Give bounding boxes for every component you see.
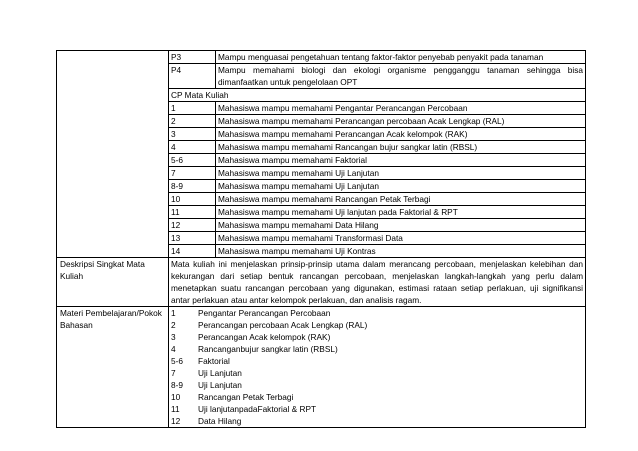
cp-text: Mahasiswa mampu memahami Perancangan Acak kelompok (RAK) bbox=[216, 128, 586, 141]
cp-code: 12 bbox=[169, 219, 216, 232]
cp-code: 13 bbox=[169, 232, 216, 245]
plo-text: Mampu menguasai pengetahuan tentang faktor-faktor penyebab penyakit pada tanaman bbox=[216, 51, 586, 64]
cp-text: Mahasiswa mampu memahami Perancangan percobaan Acak Lengkap (RAL) bbox=[216, 115, 586, 128]
materi-code: 7 bbox=[171, 368, 176, 378]
materi-item bbox=[171, 355, 583, 367]
cp-code: 4 bbox=[169, 141, 216, 154]
cp-code: 11 bbox=[169, 206, 216, 219]
materi-text: Uji lanjutanpadaFaktorial & RPT bbox=[198, 404, 317, 414]
materi-item bbox=[171, 331, 583, 343]
syllabus-document bbox=[56, 50, 586, 428]
materi-text: Perancangan percobaan Acak Lengkap (RAL) bbox=[198, 320, 368, 330]
cp-text: Mahasiswa mampu memahami Faktorial bbox=[216, 154, 586, 167]
materi-code: 3 bbox=[171, 332, 176, 342]
materi-code: 1 bbox=[171, 308, 176, 318]
cp-text: Mahasiswa mampu memahami Uji Lanjutan bbox=[216, 167, 586, 180]
plo-row bbox=[57, 51, 586, 64]
materi-list bbox=[169, 307, 586, 428]
cp-code: 2 bbox=[169, 115, 216, 128]
materi-label: Materi Pembelajaran/Pokok Bahasan bbox=[57, 307, 169, 428]
cp-text: Mahasiswa mampu memahami Uji Kontras bbox=[216, 245, 586, 258]
materi-text: Uji Lanjutan bbox=[198, 380, 242, 390]
syllabus-table bbox=[56, 50, 586, 428]
materi-text: Data Hilang bbox=[198, 416, 242, 426]
materi-item bbox=[171, 403, 583, 415]
materi-code: 5-6 bbox=[171, 356, 183, 366]
cp-code: 14 bbox=[169, 245, 216, 258]
cp-code: 1 bbox=[169, 102, 216, 115]
cp-text: Mahasiswa mampu memahami Transformasi Data bbox=[216, 232, 586, 245]
materi-item bbox=[171, 343, 583, 355]
deskripsi-label: Deskripsi Singkat Mata Kuliah bbox=[57, 258, 169, 307]
cp-code: 8-9 bbox=[169, 180, 216, 193]
plo-text: Mampu memahami biologi dan ekologi organisme pengganggu tanaman sehingga bisa dimanfaatkan untuk pengelolaan OPT bbox=[216, 64, 586, 89]
materi-code: 12 bbox=[171, 416, 181, 426]
materi-item bbox=[171, 307, 583, 319]
cp-code: 10 bbox=[169, 193, 216, 206]
materi-code: 4 bbox=[171, 344, 176, 354]
materi-text: Rancanganbujur sangkar latin (RBSL) bbox=[198, 344, 338, 354]
materi-text: Uji Lanjutan bbox=[198, 368, 242, 378]
materi-text: Pengantar Perancangan Percobaan bbox=[198, 308, 331, 318]
materi-item bbox=[171, 319, 583, 331]
cp-text: Mahasiswa mampu memahami Rancangan Petak Terbagi bbox=[216, 193, 586, 206]
cp-text: Mahasiswa mampu memahami Rancangan bujur sangkar latin (RBSL) bbox=[216, 141, 586, 154]
materi-row bbox=[57, 307, 586, 428]
deskripsi-text: Mata kuliah ini menjelaskan prinsip-prinsip utama dalam merancang percobaan, menjelaskan kelebihan dan kekurangan dari setiap bentuk rancangan percobaan, menjelaskan langkah-langkah yang perlu dalam menetapkan suatu rancangan percobaan yang digunakan, estimasi rataan setiap perlakuan, uji signifikansi antar perlakuan atau antar kelompok perlakuan, dan analisis ragam. bbox=[169, 258, 586, 307]
materi-text: Faktorial bbox=[198, 356, 230, 366]
cp-code: 5-6 bbox=[169, 154, 216, 167]
cp-text: Mahasiswa mampu memahami Uji lanjutan pada Faktorial & RPT bbox=[216, 206, 586, 219]
cp-code: 7 bbox=[169, 167, 216, 180]
materi-item bbox=[171, 415, 583, 427]
materi-item bbox=[171, 391, 583, 403]
materi-item bbox=[171, 379, 583, 391]
plo-code: P4 bbox=[169, 64, 216, 89]
cp-text: Mahasiswa mampu memahami Uji Lanjutan bbox=[216, 180, 586, 193]
cp-code: 3 bbox=[169, 128, 216, 141]
plo-code: P3 bbox=[169, 51, 216, 64]
materi-item bbox=[171, 367, 583, 379]
materi-text: Perancangan Acak kelompok (RAK) bbox=[198, 332, 331, 342]
empty-label-cell bbox=[57, 51, 169, 258]
cp-header: CP Mata Kuliah bbox=[169, 89, 586, 102]
materi-code: 8-9 bbox=[171, 380, 183, 390]
materi-code: 11 bbox=[171, 404, 180, 414]
materi-code: 10 bbox=[171, 392, 181, 402]
materi-text: Rancangan Petak Terbagi bbox=[198, 392, 294, 402]
cp-text: Mahasiswa mampu memahami Data Hilang bbox=[216, 219, 586, 232]
cp-text: Mahasiswa mampu memahami Pengantar Perancangan Percobaan bbox=[216, 102, 586, 115]
deskripsi-row bbox=[57, 258, 586, 307]
materi-code: 2 bbox=[171, 320, 176, 330]
